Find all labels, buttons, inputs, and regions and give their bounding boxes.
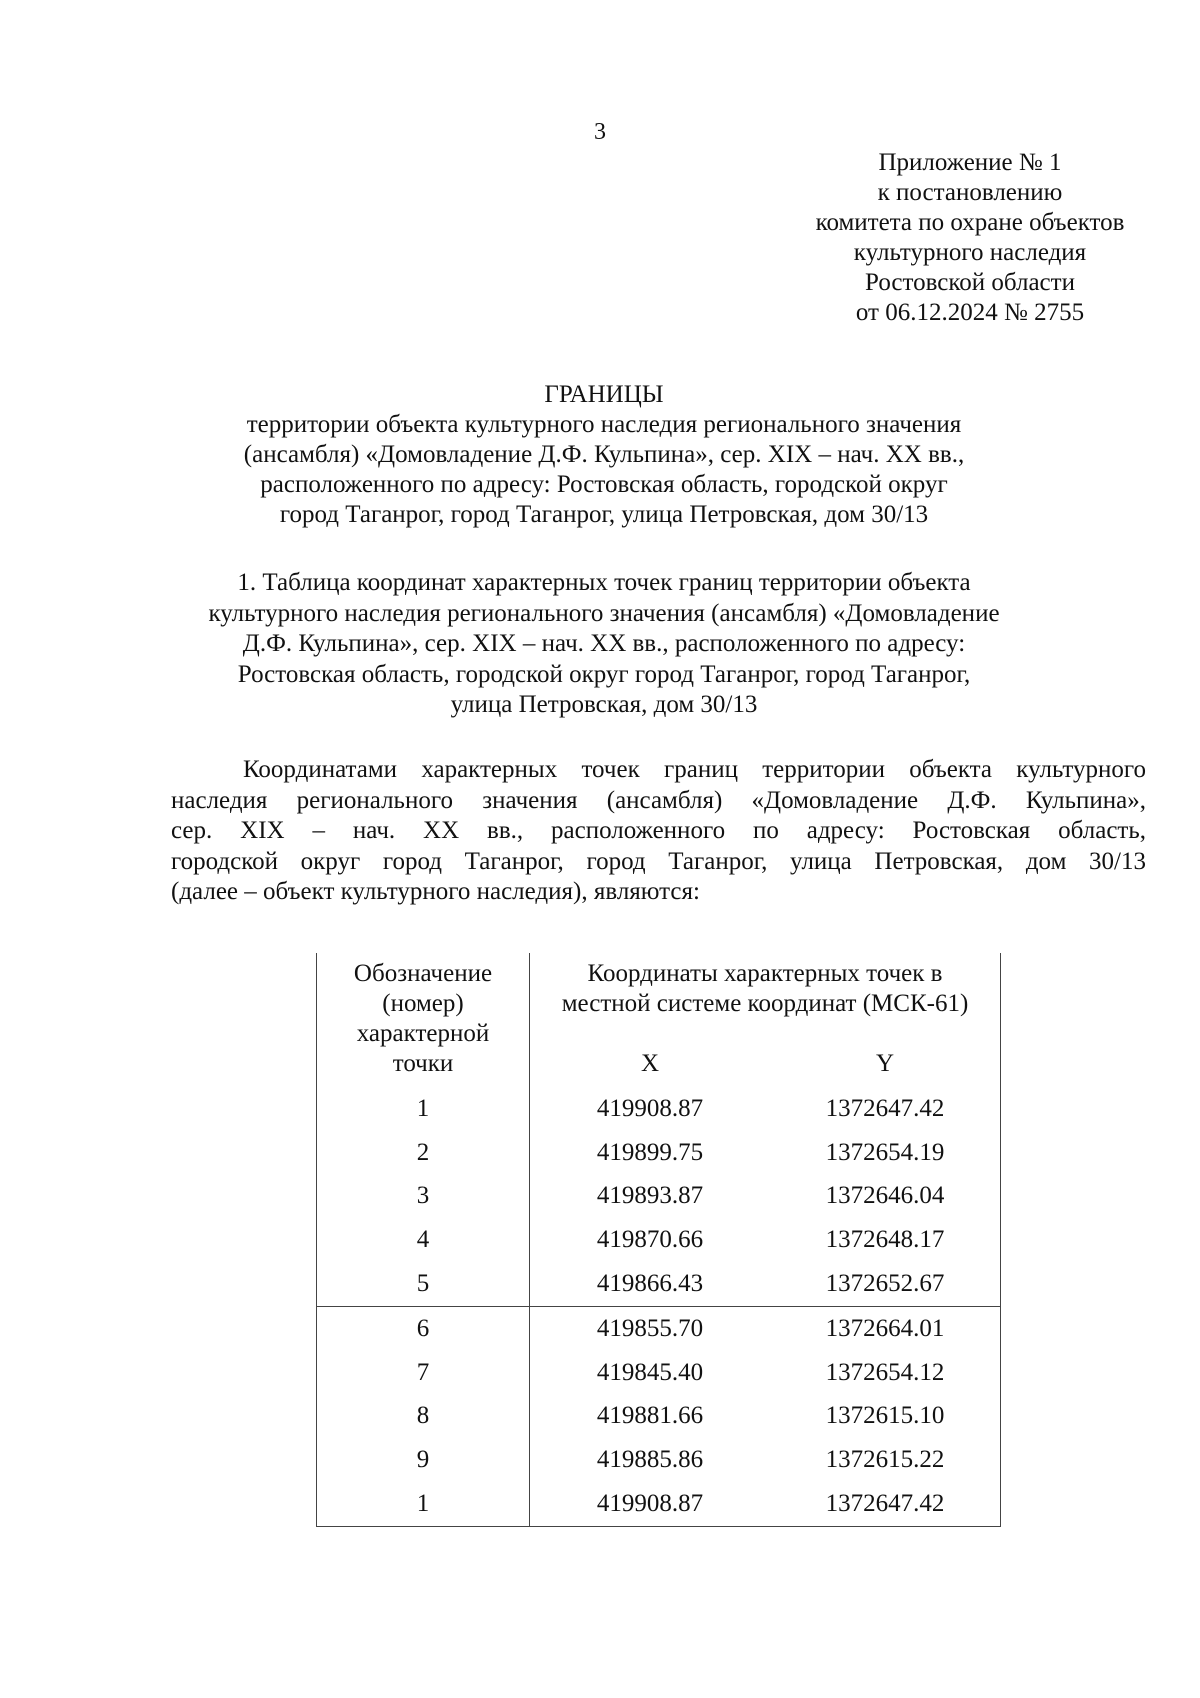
table-row bbox=[317, 1482, 1001, 1526]
appendix-line: от 06.12.2024 № 2755 bbox=[855, 299, 1085, 326]
cell-point: 7 bbox=[317, 1351, 530, 1395]
cell-x: 419870.66 bbox=[596, 1226, 704, 1254]
cell-x: 419866.43 bbox=[596, 1270, 704, 1298]
section-line: культурного наследия регионального значения (ансамбля) «Домовладение bbox=[208, 599, 1000, 627]
cell-point: 1 bbox=[317, 1482, 530, 1526]
section-line: 1. Таблица координат характерных точек границ территории объекта bbox=[237, 569, 971, 596]
table-row bbox=[317, 1262, 1001, 1306]
table-row bbox=[317, 1306, 1001, 1350]
header-point bbox=[317, 953, 530, 1087]
table-body bbox=[317, 1087, 1001, 1526]
cell-y: 1372652.67 bbox=[770, 1262, 1001, 1306]
paragraph-line: сер. XIX – нач. XX вв., расположенного по адресу: Ростовская область, bbox=[171, 817, 1146, 844]
cell-x: 419893.87 bbox=[596, 1182, 704, 1210]
document-title bbox=[160, 380, 1048, 530]
body-paragraph bbox=[171, 755, 1146, 908]
cell-point: 2 bbox=[317, 1131, 530, 1175]
cell-y: 1372648.17 bbox=[770, 1218, 1001, 1262]
cell-x: 419881.66 bbox=[596, 1402, 704, 1430]
appendix-line: Ростовской области bbox=[865, 269, 1075, 296]
paragraph-line: городской округ город Таганрог, город Таганрог, улица Петровская, дом 30/13 bbox=[171, 847, 1146, 875]
cell-x: 419885.86 bbox=[596, 1446, 704, 1474]
paragraph-line: наследия регионального значения (ансамбля) «Домовладение Д.Ф. Кульпина», bbox=[171, 786, 1146, 814]
cell-x: 419908.87 bbox=[530, 1482, 771, 1526]
title-heading: ГРАНИЦЫ bbox=[544, 381, 664, 408]
coordinates-table bbox=[316, 953, 1001, 1527]
table-row bbox=[317, 1175, 1001, 1219]
table-row bbox=[317, 1351, 1001, 1395]
header-coords-line: местной системе координат (МСК-61) bbox=[561, 990, 969, 1017]
cell-y: 1372654.12 bbox=[770, 1351, 1001, 1395]
cell-point: 8 bbox=[317, 1395, 530, 1439]
title-line: город Таганрог, город Таганрог, улица Петровская, дом 30/13 bbox=[279, 501, 929, 528]
cell-y: 1372647.42 bbox=[770, 1482, 1001, 1526]
cell-point: 4 bbox=[317, 1218, 530, 1262]
section-line: Д.Ф. Кульпина», сер. XIX – нач. XX вв., расположенного по адресу: bbox=[242, 630, 966, 657]
appendix-line: комитета по охране объектов bbox=[815, 209, 1125, 236]
header-point-line: точки bbox=[392, 1050, 454, 1077]
table-header-row bbox=[317, 953, 1001, 1087]
cell-point: 9 bbox=[317, 1438, 530, 1482]
cell-x: 419899.75 bbox=[596, 1138, 704, 1166]
cell-point: 5 bbox=[317, 1262, 530, 1306]
appendix-line: к постановлению bbox=[877, 179, 1063, 206]
cell-point: 3 bbox=[317, 1175, 530, 1219]
cell-y: 1372615.10 bbox=[770, 1395, 1001, 1439]
cell-y: 1372615.22 bbox=[770, 1438, 1001, 1482]
header-coords-line: Координаты характерных точек в bbox=[587, 960, 943, 987]
paragraph-line: (далее – объект культурного наследия), являются: bbox=[171, 878, 700, 905]
table-row bbox=[317, 1131, 1001, 1175]
page-number: 3 bbox=[594, 119, 606, 145]
section-line: Ростовская область, городской округ город Таганрог, город Таганрог, bbox=[237, 660, 971, 688]
title-line: расположенного по адресу: Ростовская область, городской округ bbox=[260, 471, 948, 498]
appendix-line: культурного наследия bbox=[853, 239, 1087, 266]
header-xy bbox=[530, 1049, 1000, 1079]
cell-y: 1372664.01 bbox=[770, 1306, 1001, 1350]
header-point-line: (номер) bbox=[382, 990, 464, 1017]
header-coords bbox=[530, 953, 1001, 1087]
table-row bbox=[317, 1438, 1001, 1482]
cell-point: 1 bbox=[317, 1087, 530, 1131]
cell-point: 6 bbox=[317, 1306, 530, 1350]
title-line: территории объекта культурного наследия регионального значения bbox=[246, 411, 962, 438]
cell-y: 1372646.04 bbox=[770, 1175, 1001, 1219]
cell-y: 1372654.19 bbox=[770, 1131, 1001, 1175]
cell-y: 1372647.42 bbox=[770, 1087, 1001, 1131]
cell-x: 419845.40 bbox=[596, 1358, 704, 1386]
title-line: (ансамбля) «Домовладение Д.Ф. Кульпина», сер. XIX – нач. XX вв., bbox=[243, 441, 965, 468]
section-line: улица Петровская, дом 30/13 bbox=[450, 691, 758, 718]
table-row bbox=[317, 1087, 1001, 1131]
table-row bbox=[317, 1218, 1001, 1262]
section-heading bbox=[160, 568, 1048, 721]
table-row bbox=[317, 1395, 1001, 1439]
header-y: Y bbox=[875, 1050, 895, 1077]
paragraph-line: Координатами характерных точек границ территории объекта культурного bbox=[243, 756, 1146, 783]
appendix-line: Приложение № 1 bbox=[878, 149, 1062, 176]
appendix-block bbox=[760, 148, 1180, 328]
cell-x: 419855.70 bbox=[530, 1306, 771, 1350]
header-point-line: Обозначение bbox=[353, 960, 493, 987]
cell-x: 419908.87 bbox=[596, 1094, 704, 1122]
header-point-line: характерной bbox=[356, 1020, 490, 1047]
header-x: X bbox=[640, 1050, 660, 1077]
